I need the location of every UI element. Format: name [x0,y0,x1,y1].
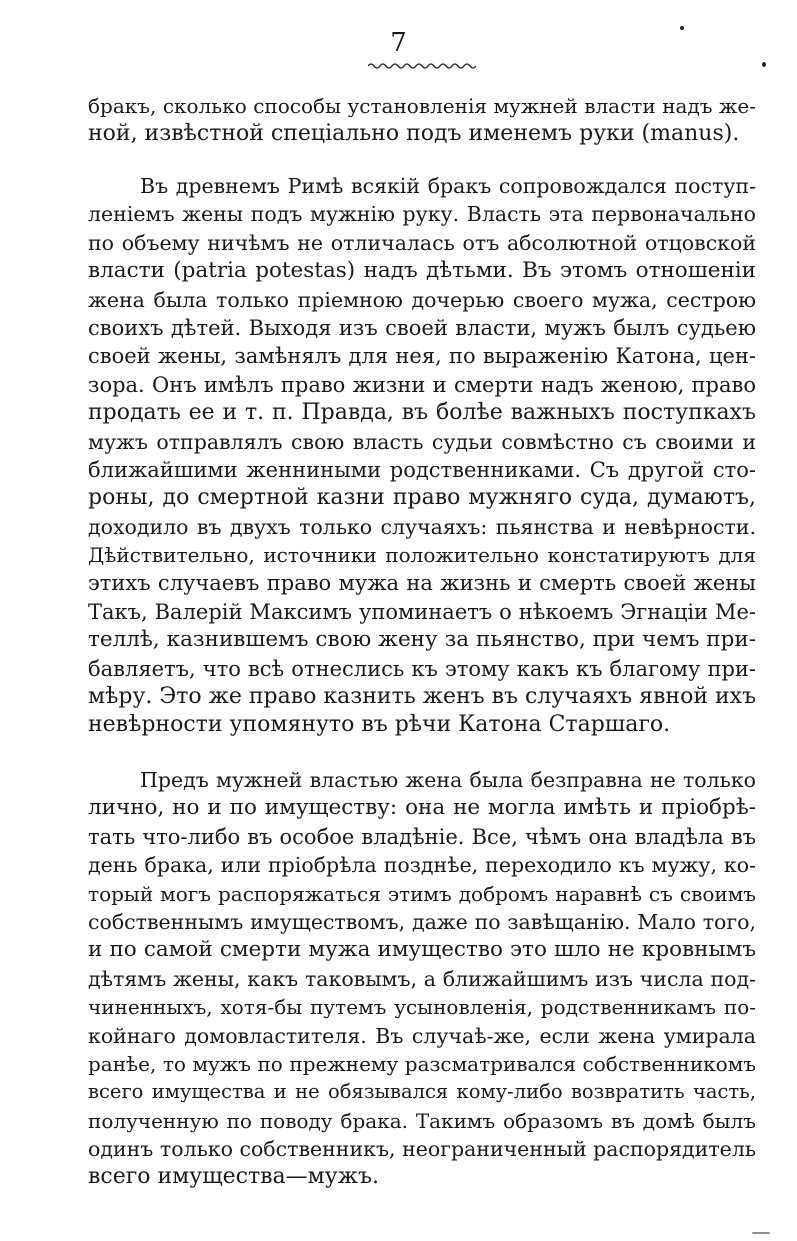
text-line: доходило въ двухъ только случаяхъ: пьянства и невѣрности. [88,514,756,539]
text-line: теллѣ, казнившемъ свою жену за пьянство, при чемъ при- [88,627,756,653]
text-line: зора. Онъ имѣлъ право жизни и смерти надъ женою, право [88,372,756,397]
text-line: жена была только пріемною дочерью своего мужа, сестрою [88,287,756,312]
text-line: полученную по поводу брака. Такимъ образомъ въ домѣ былъ [88,1108,756,1133]
text-line: роны, до смертной казни право мужняго суда, думаютъ, [88,485,756,511]
text-line: тать что-либо въ особое владѣніе. Все, чѣмъ она владѣла въ [88,824,756,849]
text-line: этихъ случаевъ право мужа на жизнь и смерть своей жены [88,571,756,596]
text-line: продать ее и т. п. Правда, въ болѣе важныхъ поступкахъ [88,400,756,426]
text-line: ной, извѣстной спеціально подъ именемъ руки (manus). [88,121,740,147]
text-line: собственнымъ имуществомъ, даже по завѣщанію. Мало того, [88,909,756,934]
text-line: бавляетъ, что всѣ отнеслись къ этому какъ къ благому при- [88,656,756,681]
print-speck [762,62,766,67]
paragraph-continuation [88,92,756,149]
text-line: лично, но и по имуществу: она не могла имѣть и пріобрѣ- [88,795,756,821]
text-line: власти (patria potestas) надъ дѣтьми. Въ этомъ отношеніи [88,258,756,284]
text-line: всего имущества и не обязывался кому-либо возвратить часть, [88,1080,756,1104]
text-line: Въ древнемъ Римѣ всякій бракъ сопровождался поступ- [140,174,756,198]
text-line: Такъ, Валерій Максимъ упоминаетъ о нѣкоемъ Эгнаціи Ме- [88,599,756,624]
text-line: день брака, или пріобрѣла позднѣе, переходило къ мужу, ко- [88,853,756,878]
text-line: своихъ дѣтей. Выходя изъ своей власти, мужъ былъ судьею [88,315,756,340]
text-line: своей жены, замѣнялъ для нея, по выраженію Катона, цен- [88,344,756,369]
page-number: 7 [390,28,407,58]
text-line: койнаго домовластителя. Въ случаѣ-же, если жена умирала [88,1023,756,1048]
paragraph-ancient-rome [88,172,756,740]
text-line: по объему ничѣмъ не отличалась отъ абсолютной отцовской [88,230,756,255]
text-line: чиненныхъ, хотя-бы путемъ усыновленія, родственникамъ по- [88,995,756,1020]
text-line: невѣрности упомянуто въ рѣчи Катона Старшаго. [88,712,671,738]
text-line: ближайшими женниными родственниками. Съ другой сто- [88,457,756,482]
text-line: мужъ отправлялъ свою власть судьи совмѣстно съ своими и [88,429,756,454]
text-line: бракъ, сколько способы установленія мужней власти надъ же- [88,94,756,118]
text-line: Предъ мужней властью жена была безправна не только [140,768,756,792]
text-line: ранѣе, то мужъ по прежнему разсматривался собственникомъ [88,1051,756,1076]
text-line: всего имущества—мужъ. [88,1164,379,1190]
text-line: дѣтямъ жены, какъ таковымъ, а ближайшимъ изъ числа под- [88,966,756,991]
text-line: и по самой смерти мужа имущество это шло не кровнымъ [88,937,756,963]
text-line: торый могъ распоряжаться этимъ добромъ наравнѣ съ своимъ [88,881,756,906]
text-line: Дѣйствительно, источники положительно констатируютъ для [88,543,756,568]
wavy-rule-ornament [368,62,476,70]
text-line: мѣру. Это же право казнить женъ въ случаяхъ явной ихъ [88,684,757,710]
print-speck [752,1232,770,1234]
text-line: леніемъ жены подъ мужнію руку. Власть эта первоначально [88,202,756,227]
paragraph-property [88,766,756,1192]
text-line: одинъ только собственникъ, неограниченный распорядитель [88,1137,756,1162]
